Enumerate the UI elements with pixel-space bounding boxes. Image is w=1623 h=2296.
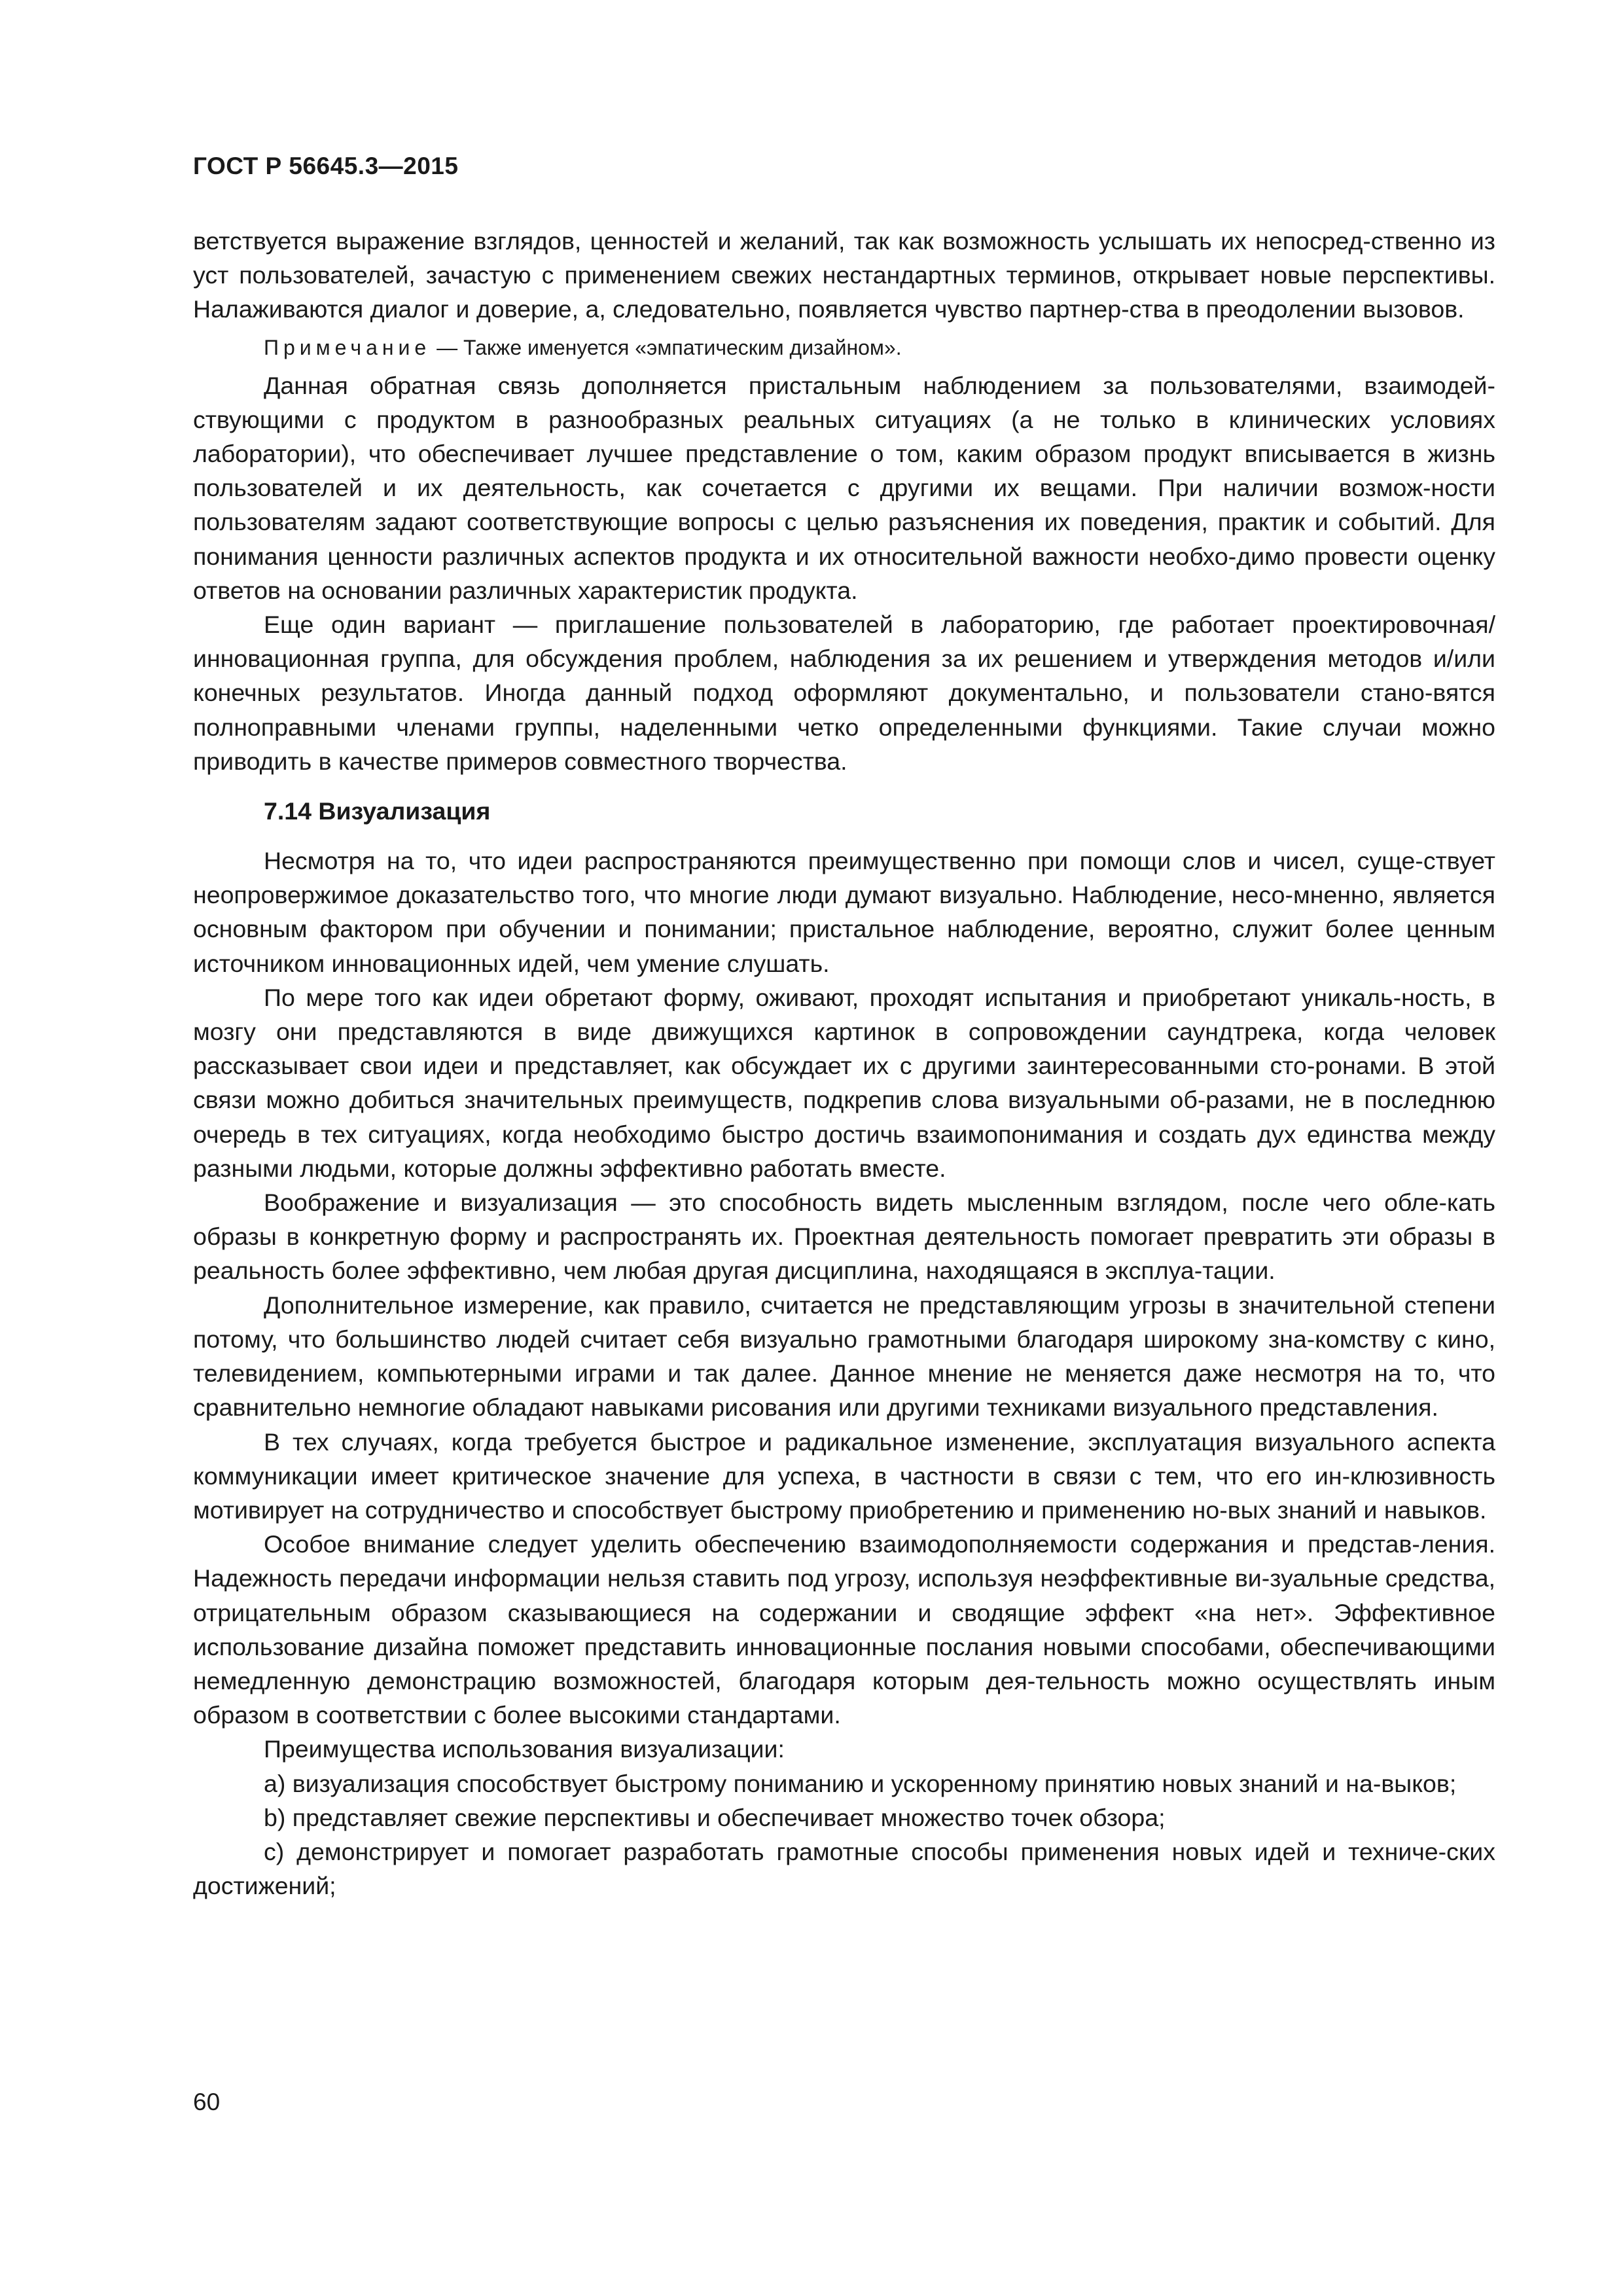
paragraph: Несмотря на то, что идеи распространяются преимущественно при помощи слов и чисел, суще-ствует неопровержимое доказательство того, что многие люди думают визуально. Наблюдение, несо-мненно, является основным фактором при обучении и понимании; пристальное наблюдение, вероятно, служит более ценным источником инновационных идей, чем умение слушать. <box>193 847 1495 977</box>
paragraph: По мере того как идеи обретают форму, оживают, проходят испытания и приобретают уникаль-ность, в мозгу они представляются в виде движущихся картинок в сопровождении саундтрека, когда человек рассказывает свои идеи и представляет, как обсуждает их с другими заинтересованными сто-ронами. В этой связи можно добиться значительных преимуществ, подкрепив слова визуальными об-разами, не в последнюю очередь в тех ситуациях, когда необходимо быстро достичь взаимопонимания и создать дух единства между разными людьми, которые должны эффективно работать вместе. <box>193 983 1495 1182</box>
document-header <box>193 152 458 181</box>
document-page <box>193 0 1495 2296</box>
paragraph: Дополнительное измерение, как правило, считается не представляющим угрозы в значительной степени потому, что большинство людей считает себя визуально грамотными благодаря широкому зна-комству с кино, телевидением, компьютерными играми и так далее. Данное мнение не меняется даже несмотря на то, что сравнительно немногие обладают навыками рисования или другими техниками визуального представления. <box>193 1291 1495 1422</box>
paragraph: Особое внимание следует уделить обеспечению взаимодополняемости содержания и представ-ления. Надежность передачи информации нельзя ставить под угрозу, используя неэффективные ви-зуальные средства, отрицательным образом сказывающиеся на содержании и сводящие эффект «на нет». Эффективное использование дизайна поможет представить инновационные послания новыми способами, обеспечивающими немедленную демонстрацию возможностей, благодаря которым дея-тельность можно осуществлять иным образом в соответствии с более высокими стандартами. <box>193 1530 1495 1729</box>
standard-code: ГОСТ Р 56645.3—2015 <box>193 152 459 179</box>
note-text: — Также именуется «эмпатическим дизайном». <box>431 335 902 359</box>
list-item: b) представляет свежие перспективы и обеспечивает множество точек обзора; <box>264 1803 1166 1831</box>
document-body <box>193 224 1495 1903</box>
note <box>193 333 1495 362</box>
list-item: a) визуализация способствует быстрому пониманию и ускоренному принятию новых знаний и на-выков; <box>264 1769 1457 1797</box>
section-title: 7.14 Визуализация <box>264 797 491 825</box>
paragraph: Еще один вариант — приглашение пользователей в лабораторию, где работает проектировочная/инновационная группа, для обсуждения проблем, наблюдения за их решением и утверждения методов и/или конечных результатов. Иногда данный подход оформляют документально, и пользователи стано-вятся полноправными членами группы, наделенными четко определенными функциями. Такие случаи можно приводить в качестве примеров совместного творчества. <box>193 611 1495 775</box>
paragraph: Воображение и визуализация — это способность видеть мысленным взглядом, после чего обле-кать образы в конкретную форму и распространять их. Проектная деятельность помогает превратить эти образы в реальность более эффективно, чем любая другая дисциплина, находящаяся в эксплуа-тации. <box>193 1189 1495 1285</box>
paragraph: В тех случаях, когда требуется быстрое и радикальное изменение, эксплуатация визуального аспекта коммуникации имеет критическое значение для успеха, в частности в связи с тем, что его ин-клюзивность мотивирует на сотрудничество и способствует быстрому приобретению и применению но-вых знаний и навыков. <box>193 1427 1495 1524</box>
list-intro: Преимущества использования визуализации: <box>264 1735 785 1763</box>
list-item: c) демонстрирует и помогает разработать грамотные способы применения новых идей и техниче-ских достижений; <box>193 1837 1495 1900</box>
paragraph: Данная обратная связь дополняется пристальным наблюдением за пользователями, взаимодей-ствующими с продуктом в разнообразных реальных ситуациях (а не только в клинических условиях лаборатории), что обеспечивает лучшее представление о том, каким образом продукт вписывается в жизнь пользователей и их деятельность, как сочетается с другими их вещами. При наличии возмож-ности пользователям задают соответствующие вопросы с целью разъяснения их поведения, практик и событий. Для понимания ценности различных аспектов продукта и их относительной важности необхо-димо провести оценку ответов на основании различных характеристик продукта. <box>193 371 1495 604</box>
note-label: Примечание <box>264 335 431 359</box>
intro-paragraph: ветствуется выражение взглядов, ценностей и желаний, так как возможность услышать их непосред-ственно из уст пользователей, зачастую с применением свежих нестандартных терминов, открывает новые перспективы. Налаживаются диалог и доверие, а, следовательно, появляется чувство партнер-ства в преодолении вызовов. <box>193 227 1495 323</box>
page-number: 60 <box>193 2089 221 2115</box>
